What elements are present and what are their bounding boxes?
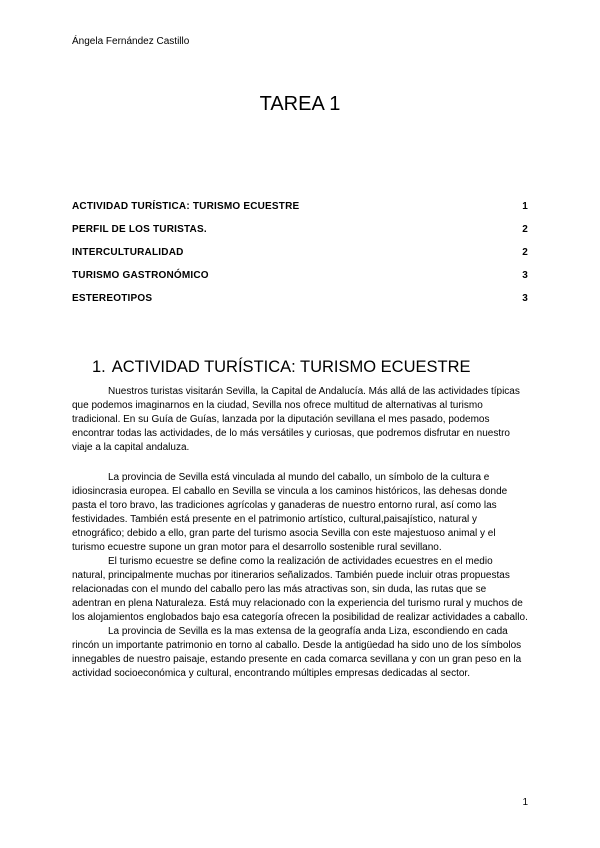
body-paragraph: El turismo ecuestre se define como la realización de actividades ecuestres en el medio natural, principalmente muchas por itinerarios señalizados. También puede incluir otras propuestas relacionadas con el mundo del caballo pero las más atractivas son, sin duda, las rutas que se adentran en plena Naturaleza. Está muy relacionado con la experiencia del turismo rural y muchos de los alojamientos englobados bajo esa categoría ofrecen la posibilidad de realizar actividades a caballo.	[72, 556, 528, 623]
page-number: 1	[522, 797, 528, 808]
toc-entry-turismo-gastronomico[interactable]	[72, 270, 528, 293]
body-paragraph-group	[72, 471, 528, 681]
toc-entry-page: 3	[522, 293, 528, 304]
section-heading	[92, 357, 471, 377]
toc-entry-label: PERFIL DE LOS TURISTAS.	[72, 224, 207, 235]
body-paragraph: Nuestros turistas visitarán Sevilla, la Capital de Andalucía. Más allá de las actividades típicas que podemos imaginarnos en la ciudad, Sevilla nos ofrece multitud de alternativas al turismo tradicional. En su Guía de Guías, lanzada por la diputación sevillana el mes pasado, podemos encontrar todas las actividades, de lo más versátiles y curiosas, que podremos disfrutar en nuestro viaje a la capital andaluza.	[72, 386, 520, 453]
body-paragraph: La provincia de Sevilla es la mas extensa de la geografía anda Liza, escondiendo en cada rincón un importante patrimonio en torno al caballo. Desde la antigüedad ha sido uno de los símbolos innegables de nuestro paisaje, estando presente en cada comarca sevillana y con un gran peso en la actividad socioeconómica y cultural, encontrando múltiples empresas dedicadas al sector.	[72, 626, 522, 679]
toc-entry-label: INTERCULTURALIDAD	[72, 247, 184, 258]
toc-entry-label: TURISMO GASTRONÓMICO	[72, 270, 209, 281]
toc-entry-interculturalidad[interactable]	[72, 247, 528, 270]
section-title: ACTIVIDAD TURÍSTICA: TURISMO ECUESTRE	[111, 358, 471, 376]
toc-entry-label: ESTEREOTIPOS	[72, 293, 153, 304]
body-paragraph-group	[72, 385, 528, 455]
toc-entry-page: 2	[522, 224, 528, 235]
toc-entry-label: ACTIVIDAD TURÍSTICA: TURISMO ECUESTRE	[72, 201, 300, 212]
toc-entry-actividad-turistica[interactable]	[72, 201, 528, 224]
toc-entry-page: 3	[522, 270, 528, 281]
toc-entry-perfil-turistas[interactable]	[72, 224, 528, 247]
header-author: Ángela Fernández Castillo	[72, 36, 190, 47]
toc-entry-page: 2	[522, 247, 528, 258]
table-of-contents	[72, 201, 528, 316]
document-title: TAREA 1	[259, 93, 341, 115]
body-paragraph: La provincia de Sevilla está vinculada al mundo del caballo, un símbolo de la cultura e idiosincrasia europea. El caballo en Sevilla se vincula a los caminos históricos, las dehesas donde pasta el toro bravo, las tradiciones agrícolas y ganaderas de nuestro entorno rural, así como las festividades. También está presente en el patrimonio artístico, cultural,paisajístico, natural y etnográfico; debido a ello, gran parte del turismo asocia Sevilla con este majestuoso animal y el turismo ecuestre supone un gran motor para el desarrollo sostenible rural sevillano.	[72, 472, 508, 553]
section-number: 1.	[92, 358, 106, 376]
toc-entry-page: 1	[522, 201, 528, 212]
toc-entry-estereotipos[interactable]	[72, 293, 528, 316]
